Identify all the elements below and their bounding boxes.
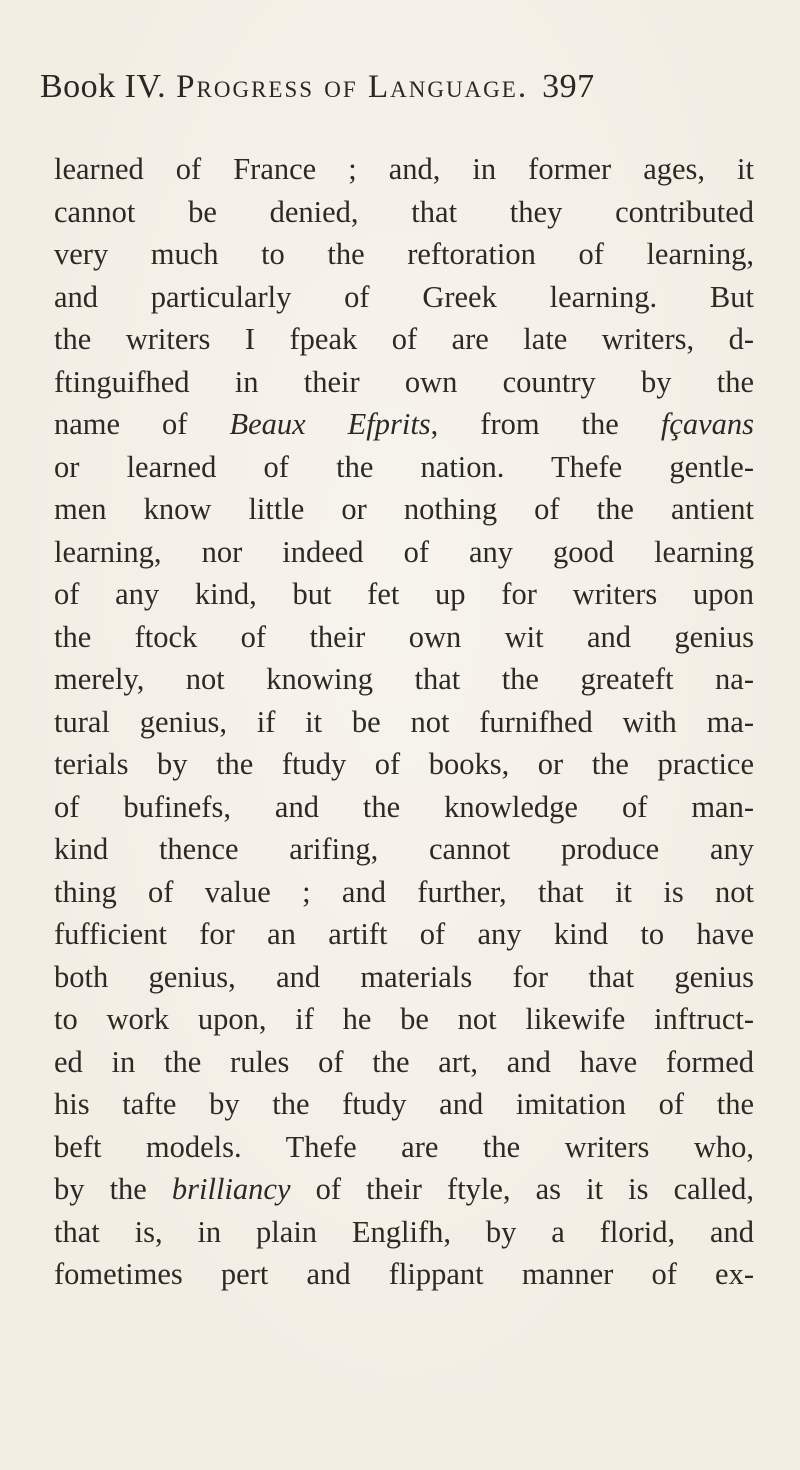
- text-line: merely, not knowing that the greateft na-: [54, 662, 754, 696]
- running-head: [40, 68, 720, 112]
- body-text: [54, 148, 754, 1296]
- text-line: by the brilliancy of their ftyle, as it is called,: [54, 1172, 754, 1206]
- page-number: 397: [542, 68, 595, 105]
- text-line: learning, nor indeed of any good learning: [54, 534, 754, 569]
- text-line: his tafte by the ftudy and imitation of the: [54, 1087, 754, 1121]
- text-line: ed in the rules of the art, and have formed: [54, 1044, 754, 1079]
- text-line: tural genius, if it be not furnifhed with ma-: [54, 704, 754, 739]
- text-line: kind thence arifing, cannot produce any: [54, 832, 754, 866]
- text-line: and particularly of Greek learning. But: [54, 279, 754, 314]
- text-line: or learned of the nation. Thefe gentle-: [54, 449, 754, 484]
- text-line: the ftock of their own wit and genius: [54, 619, 754, 654]
- text-line: name of Beaux Efprits, from the fçavans: [54, 407, 754, 441]
- chapter-title: Progress of Language.: [176, 69, 529, 105]
- text-line: learned of France ; and, in former ages, it: [54, 152, 754, 186]
- text-line: ftinguifhed in their own country by the: [54, 364, 754, 399]
- text-line: both genius, and materials for that genius: [54, 959, 754, 994]
- text-line: of bufinefs, and the knowledge of man-: [54, 789, 754, 824]
- italic-term: fçavans: [660, 407, 754, 441]
- text-line: men know little or nothing of the antient: [54, 492, 754, 526]
- text-line: fometimes pert and flippant manner of ex-: [54, 1257, 754, 1291]
- text-line: terials by the ftudy of books, or the practice: [54, 747, 754, 781]
- text-line: of any kind, but fet up for writers upon: [54, 577, 754, 611]
- text-line: that is, in plain Englifh, by a florid, and: [54, 1214, 754, 1249]
- book-number: Book IV.: [40, 68, 167, 105]
- italic-term: brilliancy: [171, 1172, 291, 1206]
- text-line: cannot be denied, that they contributed: [54, 194, 754, 229]
- text-line: thing of value ; and further, that it is not: [54, 874, 754, 909]
- text-line: the writers I fpeak of are late writers, d-: [54, 322, 754, 356]
- text-line: fufficient for an artift of any kind to have: [54, 917, 754, 951]
- text-line: beft models. Thefe are the writers who,: [54, 1129, 754, 1164]
- italic-term: Beaux Efprits: [229, 407, 431, 441]
- text-line: very much to the reftoration of learning,: [54, 237, 754, 271]
- text-line: to work upon, if he be not likewife inftruct-: [54, 1002, 754, 1036]
